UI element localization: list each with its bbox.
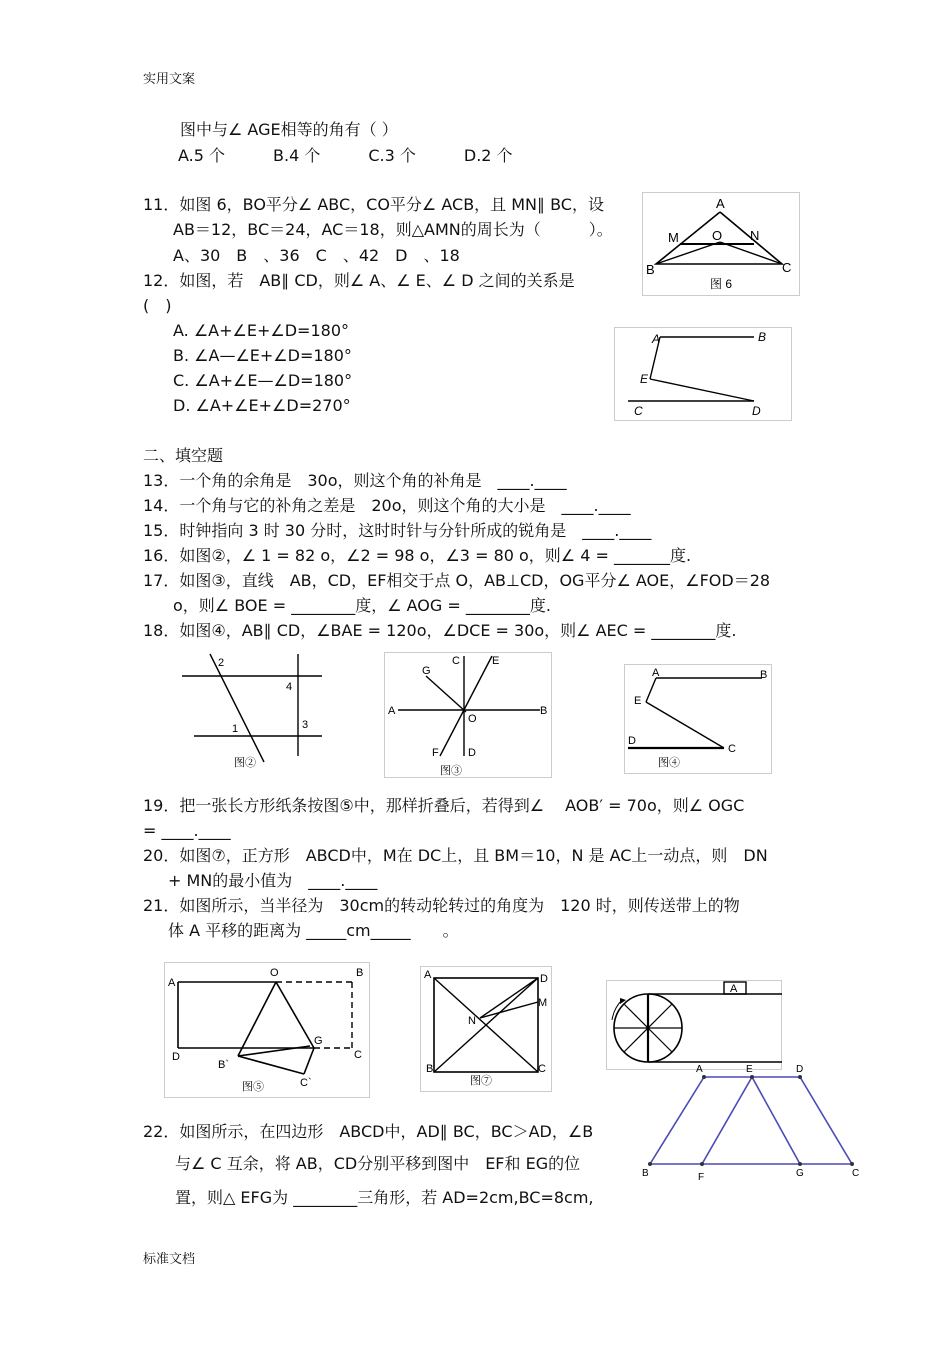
question-11-line2: AB＝12，BC＝24，AC＝18，则△AMN的周长为（ ）。 (173, 220, 613, 239)
figure-7 (420, 966, 552, 1092)
question-20: 20．如图⑦，正方形 ABCD中，M在 DC上，且 BM＝10，N 是 AC上一动点，则 DN (143, 846, 768, 865)
fig12-label: B (758, 330, 767, 344)
question-21-line2: 体 A 平移的距离为 _____cm_____ 。 (168, 921, 459, 940)
fig4-label: D (628, 735, 636, 747)
fig22-label: D (796, 1064, 804, 1075)
fig5-label: O (270, 967, 279, 979)
fig4-label: C (728, 743, 736, 755)
fig3-label: G (422, 665, 431, 677)
question-22-line2: 与∠ C 互余，将 AB，CD分别平移到图中 EF和 EG的位 (175, 1154, 581, 1173)
question-11: 11．如图 6，BO平分∠ ABC，CO平分∠ ACB，且 MN∥ BC，设 (143, 195, 604, 214)
figure-5-svg (164, 962, 370, 1098)
question-12-option-c: C. ∠A+∠E—∠D=180° (173, 371, 353, 390)
figure-4 (624, 664, 772, 774)
fig6-caption: 图 6 (710, 277, 733, 291)
figure-3-svg (384, 652, 552, 778)
fig2-label: 2 (218, 657, 225, 669)
question-21: 21．如图所示，当半径为 30cm的转动轮转过的角度为 120 时，则传送带上的物 (143, 896, 740, 915)
fig2-caption: 图② (234, 757, 256, 769)
fig3-caption: 图③ (440, 765, 462, 777)
figure-3 (384, 652, 552, 778)
question-12-option-d: D. ∠A+∠E+∠D=270° (173, 396, 351, 415)
question-19-line2: = ____.____ (143, 821, 231, 840)
question-12-option-a: A. ∠A+∠E+∠D=180° (173, 321, 349, 340)
fig6-label: O (712, 228, 723, 243)
fig3-label: F (432, 747, 439, 759)
question-16: 16．如图②，∠ 1 = 82 o，∠2 = 98 o，∠3 = 80 o，则∠ 4 = _______度. (143, 546, 692, 565)
figure-21-svg (606, 980, 782, 1070)
fig2-label: 3 (302, 719, 309, 731)
fig2-label: 1 (232, 723, 239, 735)
question-17-line2: o，则∠ BOE = ________度，∠ AOG = ________度. (173, 596, 551, 615)
fig7-label: D (540, 973, 548, 985)
fig12-label: D (752, 404, 761, 418)
question-17: 17．如图③，直线 AB，CD，EF相交于点 O，AB⊥CD，OG平分∠ AOE，∠FOD＝28 (143, 571, 771, 590)
question-12: 12．如图，若 AB∥ CD，则∠ A、∠ E、∠ D 之间的关系是 (143, 271, 575, 290)
section-title: 二、填空题 (143, 446, 224, 465)
question-22-line3: 置，则△ EFG为 ________三角形，若 AD=2cm,BC=8cm, (175, 1188, 594, 1207)
fig3-label: C (452, 655, 460, 667)
fig22-label: B (642, 1168, 649, 1179)
question-15: 15．时钟指向 3 时 30 分时，这时时针与分针所成的锐角是 ____.____ (143, 521, 652, 540)
fig22-label: C (852, 1168, 860, 1179)
fig22-label: G (796, 1168, 804, 1179)
figure-7-svg (420, 966, 552, 1092)
figure-6-svg (642, 192, 800, 296)
fig6-label: M (668, 230, 679, 245)
question-line: 图中与∠ AGE相等的角有（ ） (180, 120, 398, 139)
fig7-label: B (426, 1063, 434, 1075)
fig2-label: 4 (286, 681, 293, 693)
fig4-label: B (760, 669, 768, 681)
question-22: 22．如图所示，在四边形 ABCD中，AD∥ BC，BC＞AD，∠B (143, 1122, 594, 1141)
fig12-label: E (640, 372, 649, 386)
question-18: 18．如图④，AB∥ CD，∠BAE = 120o，∠DCE = 30o，则∠ AEC = ________度. (143, 621, 737, 640)
fig3-label: A (388, 705, 396, 717)
figure-2 (182, 652, 324, 772)
fig5-label: B (356, 967, 364, 979)
question-11-options: A、30 B 、36 C 、42 D 、18 (173, 246, 460, 265)
fig3-label: E (492, 655, 500, 667)
question-13: 13．一个角的余角是 30o，则这个角的补角是 ____.____ (143, 471, 567, 490)
page-footer: 标准文档 (143, 1252, 196, 1267)
fig7-caption: 图⑦ (470, 1075, 492, 1087)
fig5-label: B` (218, 1059, 229, 1071)
figure-22-svg (636, 1060, 864, 1184)
fig4-label: A (652, 667, 660, 679)
fig6-label: A (716, 196, 725, 211)
fig7-label: M (538, 997, 548, 1009)
fig5-label: C` (300, 1077, 312, 1089)
fig12-label: C (634, 404, 643, 418)
figure-21 (606, 980, 782, 1070)
fig12-label: A (652, 332, 661, 346)
question-12-option-b: B. ∠A—∠E+∠D=180° (173, 346, 352, 365)
question-12-blank: ( ) (143, 296, 172, 315)
fig5-label: D (172, 1051, 180, 1063)
fig3-label: B (540, 705, 548, 717)
fig5-caption: 图⑤ (242, 1081, 264, 1093)
fig22-label: E (746, 1064, 753, 1075)
fig3-label: D (468, 747, 476, 759)
question-19: 19．把一张长方形纸条按图⑤中，那样折叠后，若得到∠ AOB′ = 70o，则∠ OGC (143, 796, 745, 815)
fig6-label: N (750, 228, 760, 243)
question-options: A.5 个 B.4 个 C.3 个 D.2 个 (178, 146, 513, 165)
figure-4-svg (624, 664, 772, 774)
fig7-label: N (468, 1015, 476, 1027)
fig5-label: C (354, 1049, 362, 1061)
fig7-label: C (538, 1063, 546, 1075)
page-header: 实用文案 (143, 72, 196, 87)
question-20-line2: + MN的最小值为 ____.____ (168, 871, 378, 890)
fig3-label: O (468, 713, 477, 725)
fig22-label: A (696, 1064, 703, 1075)
fig6-label: C (782, 260, 792, 275)
figure-12 (614, 327, 792, 421)
fig4-label: E (634, 695, 642, 707)
fig4-caption: 图④ (658, 757, 680, 769)
fig5-label: G (314, 1035, 323, 1047)
fig5-label: A (168, 977, 176, 989)
figure-5 (164, 962, 370, 1098)
fig6-label: B (646, 262, 655, 277)
figure-6 (642, 192, 800, 296)
figure-22 (636, 1060, 864, 1184)
question-14: 14．一个角与它的补角之差是 20o，则这个角的大小是 ____.____ (143, 496, 631, 515)
figure-2-svg (182, 652, 324, 772)
fig7-label: A (424, 969, 432, 981)
figure-12-svg (614, 327, 792, 421)
fig21-label: A (730, 983, 738, 995)
fig22-label: F (698, 1172, 705, 1183)
